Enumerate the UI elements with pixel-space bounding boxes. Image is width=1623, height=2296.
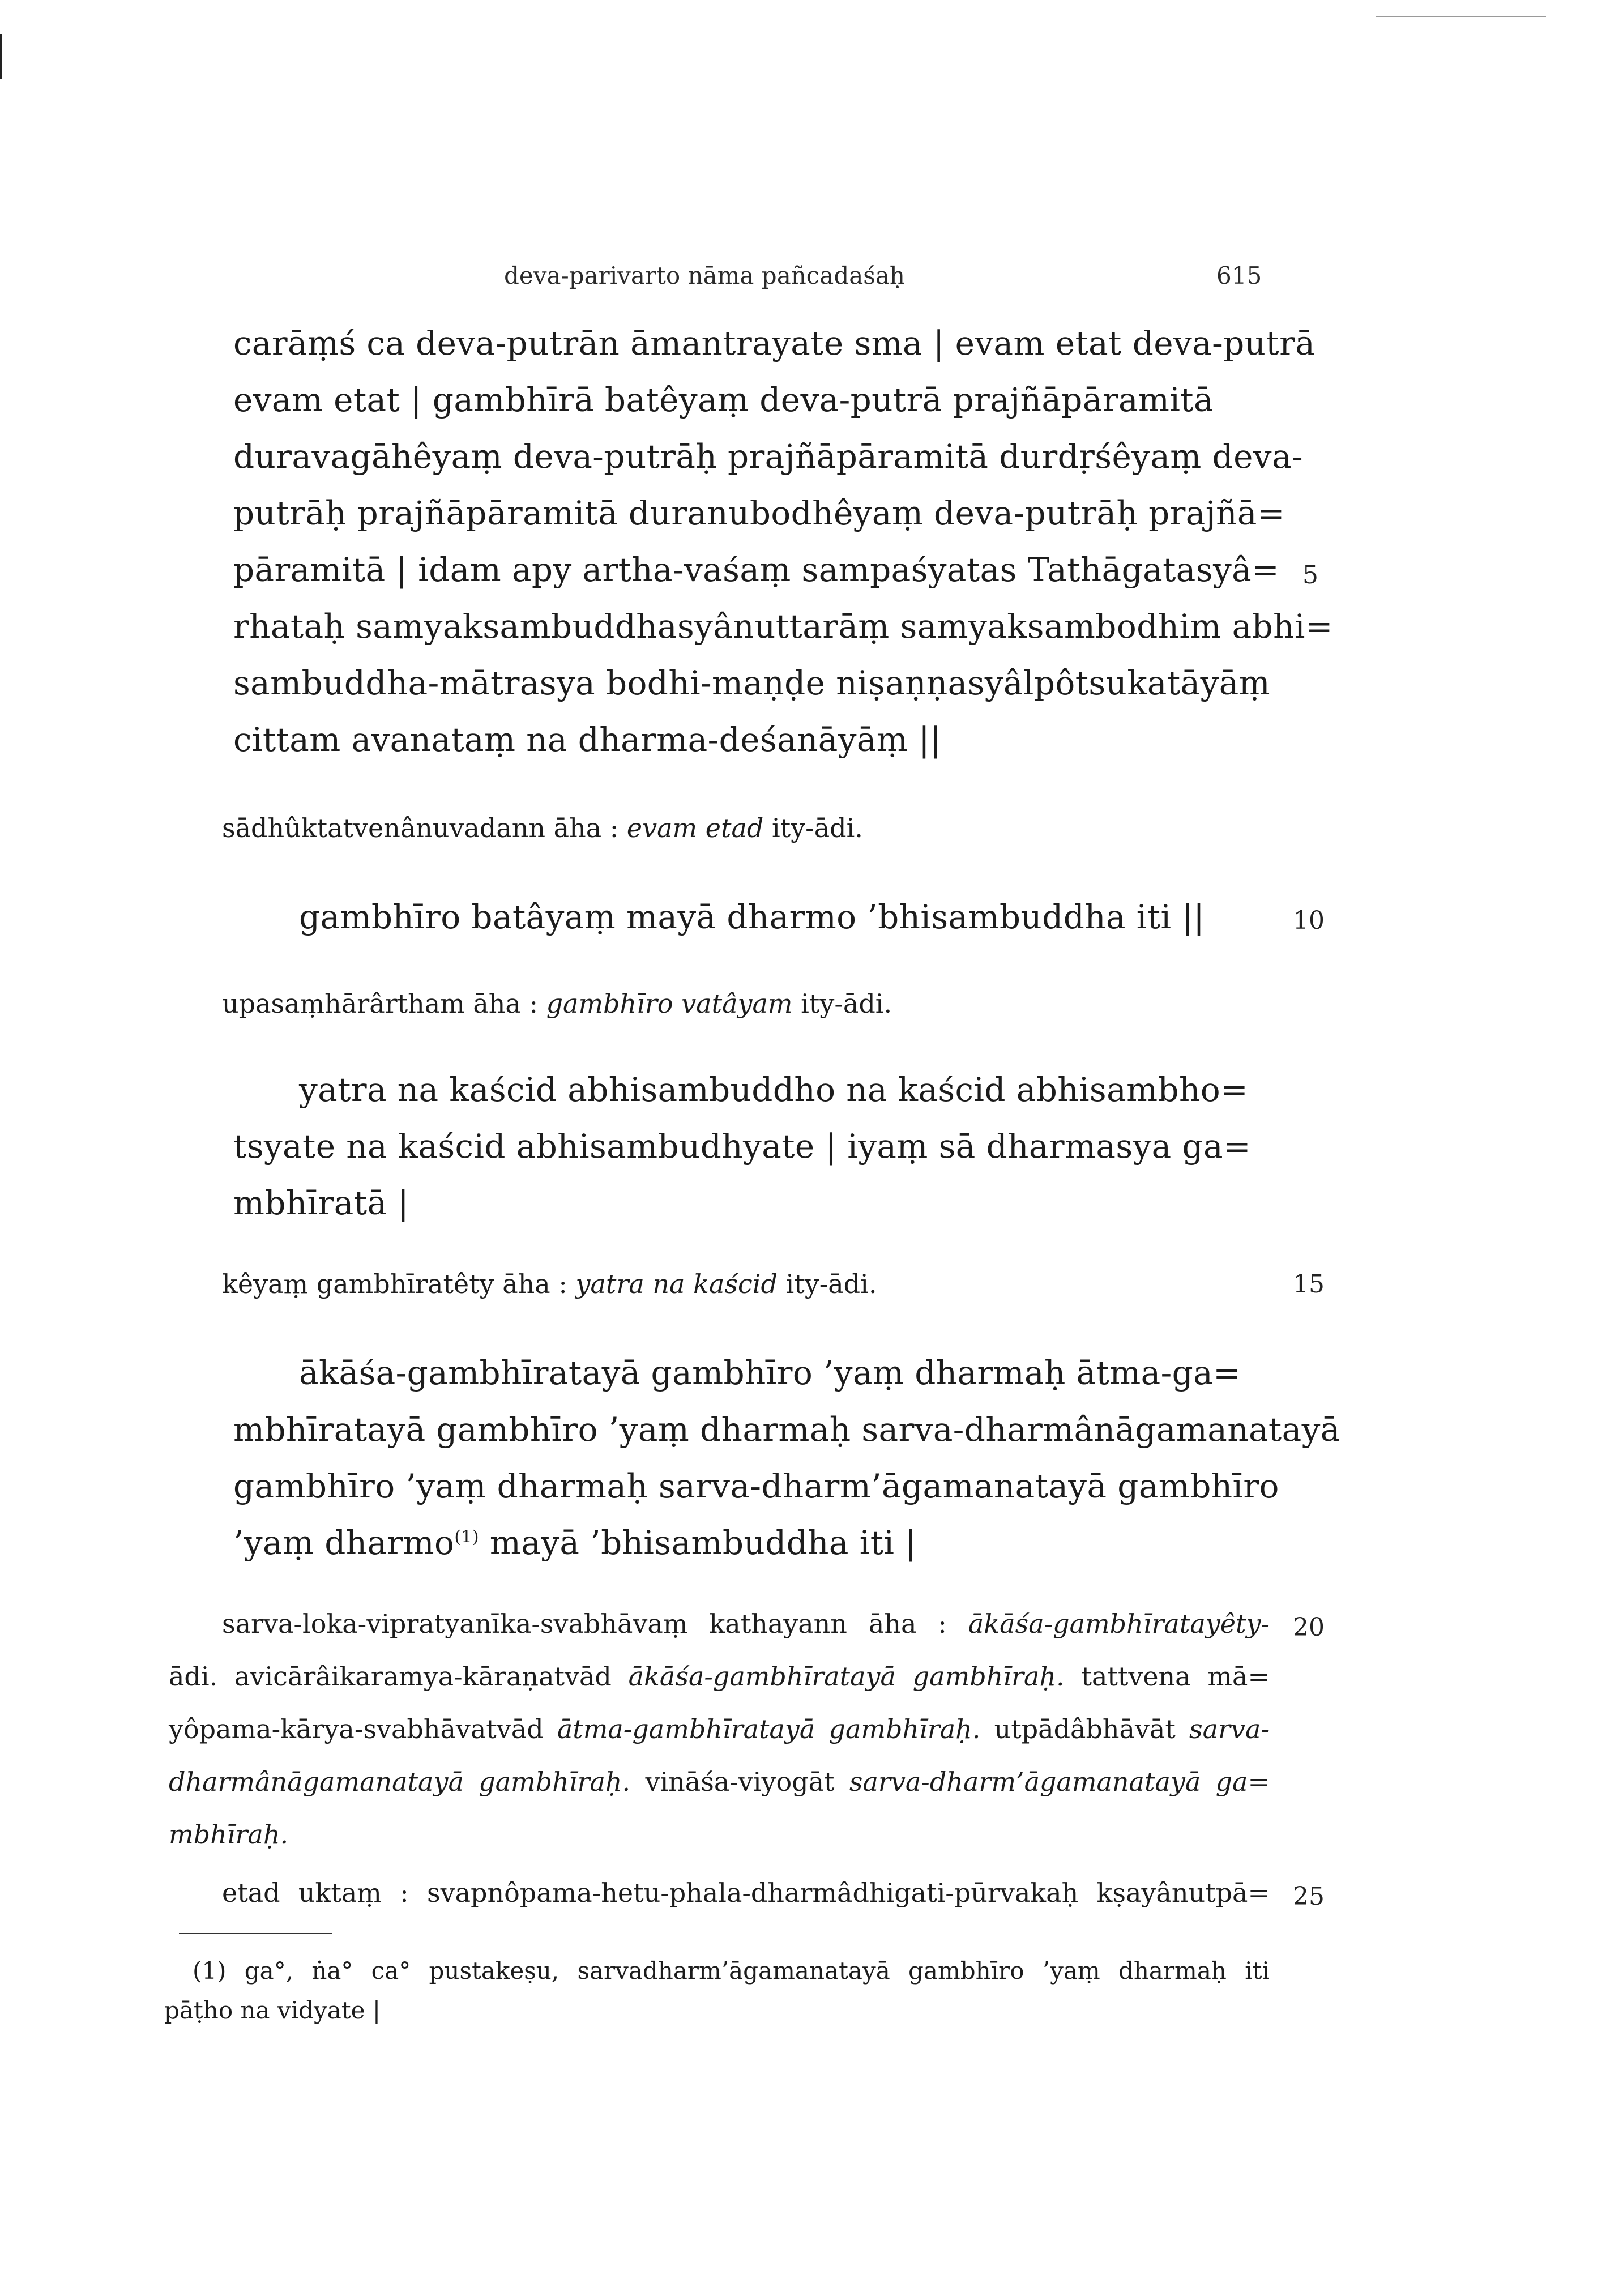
line-number: 15 xyxy=(1293,1270,1325,1299)
root-text-line: tsyate na kaścid abhisambudhyate | iyaṃ sā dharmasya ga= xyxy=(233,1127,1251,1166)
commentary-line: ādi. avicārâikaramya-kāraṇatvād ākāśa-gambhīratayā gambhīraḥ. tattvena mā= xyxy=(169,1661,1270,1692)
root-text-line: yatra na kaścid abhisambuddho na kaścid abhisambho= xyxy=(299,1070,1249,1109)
root-text-line: putrāḥ prajñāpāramitā duranubodhêyaṃ deva-putrāḥ prajñā= xyxy=(233,494,1285,532)
line-number: 20 xyxy=(1293,1613,1325,1642)
commentary-line: dharmânāgamanatayā gambhīraḥ. vināśa-viyogāt sarva-dharm’āgamanatayā ga= xyxy=(169,1766,1270,1797)
running-title: deva-parivarto nāma pañcadaśaḥ xyxy=(504,262,905,289)
root-text-line: ākāśa-gambhīratayā gambhīro ’yaṃ dharmaḥ ātma-ga= xyxy=(299,1354,1241,1392)
line-number: 10 xyxy=(1293,906,1325,935)
scan-edge-mark xyxy=(1376,16,1546,17)
commentary-line: upasaṃhārârtham āha : gambhīro vatâyam ity-ādi. xyxy=(222,988,892,1019)
root-text-line: ’yaṃ dharmo$^{(1)}$ mayā ’bhisambuddha iti | xyxy=(233,1523,917,1562)
commentary-line: etad uktaṃ : svapnôpama-hetu-phala-dharmâdhigati-pūrvakaḥ kṣayânutpā= xyxy=(222,1877,1270,1908)
root-text-line: mbhīratayā gambhīro ’yaṃ dharmaḥ sarva-dharmânāgamanatayā xyxy=(233,1410,1340,1449)
commentary-line: yôpama-kārya-svabhāvatvād ātma-gambhīratayā gambhīraḥ. utpādâbhāvāt sarva- xyxy=(169,1714,1270,1744)
footnote-rule xyxy=(179,1933,332,1934)
commentary-line: kêyaṃ gambhīratêty āha : yatra na kaścid ity-ādi. xyxy=(222,1269,877,1299)
root-text-line: pāramitā | idam apy artha-vaśaṃ sampaśyatas Tathāgatasyâ= xyxy=(233,550,1280,589)
root-text-line: evam etat | gambhīrā batêyaṃ deva-putrā prajñāpāramitā xyxy=(233,381,1214,419)
footnote-line: (1) ga°, ṅa° ca° pustakeṣu, sarvadharm’āgamanatayā gambhīro ’yaṃ dharmaḥ iti xyxy=(193,1957,1270,1985)
line-number: 5 xyxy=(1302,561,1318,590)
line-number: 25 xyxy=(1293,1882,1325,1911)
page-number: 615 xyxy=(1216,262,1262,289)
root-text-line: carāṃś ca deva-putrān āmantrayate sma | evam etat deva-putrā xyxy=(233,324,1316,362)
scan-edge-mark xyxy=(0,34,2,79)
root-text-line: gambhīro ’yaṃ dharmaḥ sarva-dharm’āgamanatayā gambhīro xyxy=(233,1467,1279,1505)
root-text-line: rhataḥ samyaksambuddhasyânuttarāṃ samyaksambodhim abhi= xyxy=(233,607,1333,646)
root-text-line: sambuddha-mātrasya bodhi-maṇḍe niṣaṇṇasyâlpôtsukatāyāṃ xyxy=(233,664,1271,702)
footnote-ref: (1) xyxy=(454,1527,480,1547)
root-text-line: gambhīro batâyaṃ mayā dharmo ’bhisambuddha iti || xyxy=(299,898,1205,936)
root-text-line: duravagāhêyaṃ deva-putrāḥ prajñāpāramitā durdṛśêyaṃ deva- xyxy=(233,437,1303,476)
commentary-line: mbhīraḥ. xyxy=(169,1819,289,1850)
root-text-line: mbhīratā | xyxy=(233,1184,409,1222)
root-text-line: cittam avanataṃ na dharma-deśanāyāṃ || xyxy=(233,720,941,759)
commentary-line: sādhûktatvenânuvadann āha : evam etad ity-ādi. xyxy=(222,813,863,843)
commentary-line: sarva-loka-vipratyanīka-svabhāvaṃ kathayann āha : ākāśa-gambhīratayêty- xyxy=(222,1608,1270,1639)
footnote-line: pāṭho na vidyate | xyxy=(164,1996,381,2024)
